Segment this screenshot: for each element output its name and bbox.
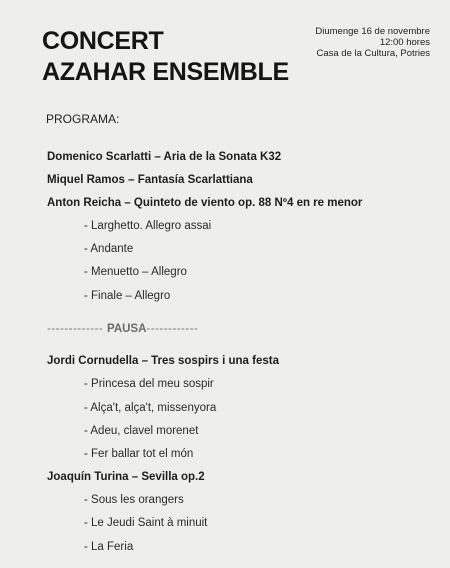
movement-item: - Sous les orangers [84, 494, 184, 506]
movement-item: - Finale – Allegro [84, 290, 171, 302]
work-reicha: Anton Reicha – Quinteto de viento op. 88 Nº4 en re menor [47, 197, 363, 209]
work-turina: Joaquín Turina – Sevilla op.2 [47, 471, 205, 483]
pause-label: PAUSA [107, 323, 147, 335]
program-label: PROGRAMA: [46, 112, 120, 126]
movement-item: - La Feria [84, 541, 134, 553]
event-date: Diumenge 16 de novembre [315, 26, 430, 37]
movement-item: - Adeu, clavel morenet [84, 425, 199, 437]
title-line-2: AZAHAR ENSEMBLE [42, 58, 289, 86]
title-line-1: CONCERT [42, 27, 164, 55]
event-venue: Casa de la Cultura, Potries [316, 48, 430, 59]
pause-dashes-right: ------------ [146, 323, 199, 335]
work-cornudella: Jordi Cornudella – Tres sospirs i una festa [47, 355, 279, 367]
movement-item: - Menuetto – Allegro [84, 266, 187, 278]
concert-title [42, 26, 289, 88]
pause-dashes-left: ------------- [47, 323, 104, 335]
movement-item: - Alça't, alça't, missenyora [84, 402, 217, 414]
movement-item: - Le Jeudi Saint à minuit [84, 517, 208, 529]
pause-divider [47, 323, 198, 335]
work-scarlatti: Domenico Scarlatti – Aria de la Sonata K32 [47, 151, 282, 163]
movement-item: - Princesa del meu sospir [84, 378, 214, 390]
work-ramos: Miquel Ramos – Fantasía Scarlattiana [47, 174, 253, 186]
movement-item: - Larghetto. Allegro assai [84, 220, 212, 232]
movement-item: - Andante [84, 243, 134, 255]
event-time: 12:00 hores [379, 37, 430, 48]
event-info [315, 26, 430, 59]
movement-item: - Fer ballar tot el món [84, 448, 194, 460]
